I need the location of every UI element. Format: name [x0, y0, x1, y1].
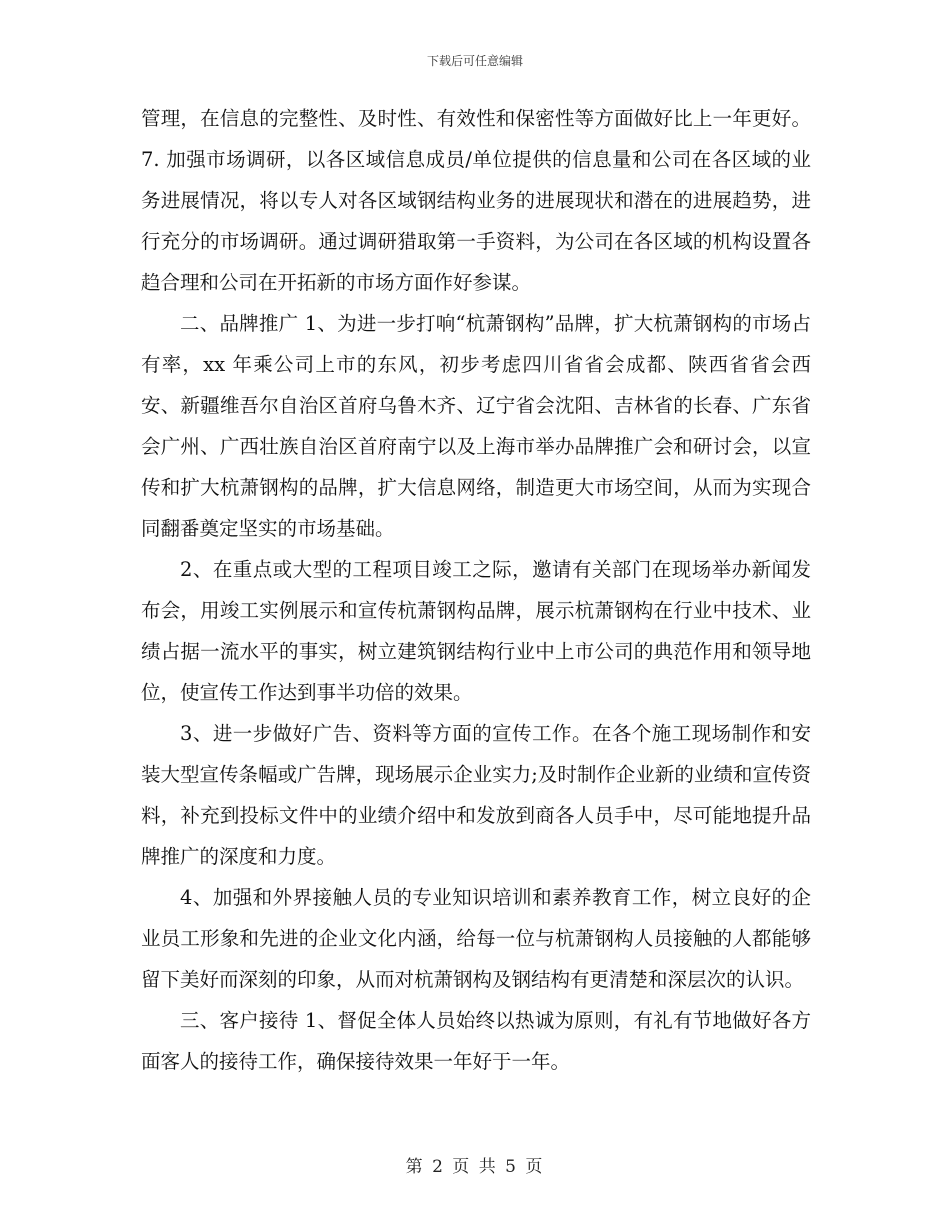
page-header: 下载后可任意编辑 — [426, 54, 523, 68]
paragraph-advertising: 3、进一步做好广告、资料等方面的宣传工作。在各个施工现场制作和安装大型宣传条幅或广告牌，现场展示企业实力;及时制作企业新的业绩和宣传资料，补充到投标文件中的业绩介绍中和发放到商各人员手中，尽可能地提升品牌推广的深度和力度。 — [141, 722, 811, 868]
document-body — [141, 98, 811, 1082]
paragraph-brand-promotion: 二、品牌推广 1、为进一步打响“杭萧钢构”品牌，扩大杭萧钢构的市场占有率，xx 年乘公司上市的东风，初步考虑四川省省会成都、陕西省省会西安、新疆维吾尔自治区首府乌鲁木齐、辽宁省会沈阳、吉林省的长春、广东省会广州、广西壮族自治区首府南宁以及上海市举办品牌推广会和研讨会，以宣传和扩大杭萧钢构的品牌，扩大信息网络，制造更大市场空间，从而为实现合同翻番奠定坚实的市场基础。 — [141, 312, 811, 540]
paragraph-staff-training: 4、加强和外界接触人员的专业知识培训和素养教育工作，树立良好的企业员工形象和先进的企业文化内涵，给每一位与杭萧钢构人员接触的人都能够留下美好而深刻的印象，从而对杭萧钢构及钢结构有更清楚和深层次的认识。 — [141, 886, 811, 991]
page-number: 第 2 页 共 5 页 — [405, 1157, 545, 1177]
paragraph-continuation: 管理，在信息的完整性、及时性、有效性和保密性等方面做好比上一年更好。7. 加强市场调研，以各区域信息成员/单位提供的信息量和公司在各区域的业务进展情况，将以专人对各区域钢结构业务的进展现状和潜在的进展趋势，进行充分的市场调研。通过调研猎取第一手资料，为公司在各区域的机构设置各趋合理和公司在开拓新的市场方面作好参谋。 — [141, 107, 811, 294]
paragraph-press-conference: 2、在重点或大型的工程项目竣工之际，邀请有关部门在现场举办新闻发布会，用竣工实例展示和宣传杭萧钢构品牌，展示杭萧钢构在行业中技术、业绩占据一流水平的事实，树立建筑钢结构行业中上市公司的典范作用和领导地位，使宣传工作达到事半功倍的效果。 — [141, 558, 811, 704]
paragraph-customer-reception: 三、客户接待 1、督促全体人员始终以热诚为原则，有礼有节地做好各方面客人的接待工作，确保接待效果一年好于一年。 — [141, 1009, 811, 1073]
